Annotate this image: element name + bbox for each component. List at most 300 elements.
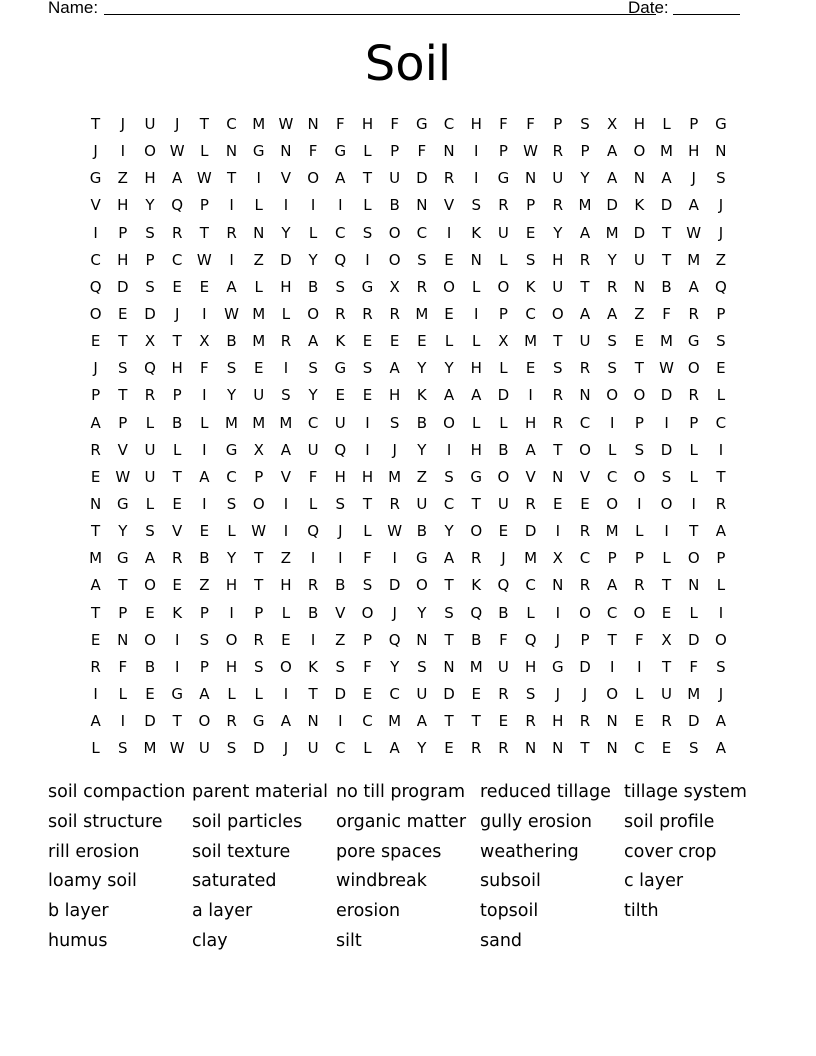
grid-letter: E	[580, 494, 590, 513]
grid-letter: Z	[715, 250, 727, 269]
word-list-item: soil compaction	[48, 782, 186, 802]
grid-letter: G	[551, 657, 564, 676]
grid-letter: T	[118, 576, 128, 595]
grid-letter: D	[144, 712, 156, 731]
grid-letter: G	[715, 115, 727, 133]
word-list-item: weathering	[480, 841, 579, 862]
grid-letter: W	[523, 142, 539, 161]
grid-letter: O	[606, 684, 619, 703]
grid-letter: J	[392, 440, 397, 459]
grid-letter: T	[118, 386, 128, 405]
grid-letter: E	[553, 494, 563, 513]
grid-letter: F	[308, 142, 318, 161]
grid-letter: T	[172, 467, 182, 486]
grid-letter: E	[498, 522, 509, 541]
grid-letter: T	[172, 332, 182, 351]
grid-letter: L	[145, 413, 155, 432]
grid-letter: W	[115, 467, 131, 486]
grid-letter: M	[89, 549, 103, 568]
grid-letter: L	[635, 684, 644, 703]
grid-letter: Z	[280, 549, 292, 568]
grid-letter: L	[200, 413, 209, 432]
grid-letter: H	[117, 250, 129, 269]
grid-letter: M	[252, 304, 266, 323]
grid-letter: T	[199, 223, 209, 242]
word-list-item: a layer	[192, 901, 253, 922]
grid-letter: L	[472, 413, 481, 432]
grid-letter: X	[144, 332, 156, 351]
grid-letter: I	[202, 494, 207, 513]
grid-letter: I	[555, 603, 560, 622]
grid-letter: L	[689, 467, 698, 486]
grid-letter: N	[416, 196, 428, 215]
grid-letter: C	[226, 115, 237, 133]
grid-letter: U	[307, 739, 319, 758]
grid-letter: A	[389, 739, 400, 758]
grid-letter: A	[144, 549, 156, 568]
grid-letter: S	[226, 359, 237, 378]
grid-letter: R	[606, 277, 618, 296]
date-blank-line	[673, 14, 740, 15]
grid-letter: L	[281, 304, 291, 323]
grid-letter: I	[283, 494, 289, 513]
grid-letter: H	[633, 115, 645, 133]
grid-letter: X	[253, 440, 264, 459]
grid-letter: F	[200, 359, 209, 378]
grid-letter: T	[716, 467, 726, 486]
grid-letter: I	[229, 603, 234, 622]
grid-letter: R	[416, 277, 428, 296]
grid-letter: I	[202, 304, 207, 323]
grid-letter: L	[254, 196, 263, 215]
grid-letter: W	[224, 304, 239, 323]
grid-letter: E	[281, 630, 291, 649]
grid-letter: K	[308, 657, 319, 676]
grid-letter: C	[606, 603, 618, 622]
grid-letter: R	[144, 386, 156, 405]
grid-letter: G	[416, 549, 428, 568]
grid-letter: C	[443, 115, 455, 133]
grid-letter: H	[280, 576, 292, 595]
grid-letter: R	[498, 196, 509, 215]
grid-letter: I	[664, 413, 669, 432]
grid-letter: A	[715, 522, 727, 541]
grid-letter: N	[552, 576, 564, 595]
grid-letter: M	[660, 332, 673, 351]
grid-letter: O	[144, 142, 156, 161]
grid-letter: A	[307, 332, 319, 351]
grid-letter: S	[716, 169, 726, 188]
grid-letter: E	[634, 332, 645, 351]
grid-letter: M	[279, 413, 293, 432]
grid-letter: G	[89, 169, 102, 188]
grid-letter: L	[254, 277, 263, 296]
grid-letter: U	[661, 684, 673, 703]
grid-letter: O	[388, 223, 401, 242]
grid-letter: L	[689, 603, 698, 622]
grid-letter: D	[687, 712, 700, 731]
grid-letter: L	[91, 739, 100, 758]
grid-letter: C	[579, 413, 591, 432]
grid-letter: H	[334, 467, 346, 486]
grid-letter: H	[470, 359, 482, 378]
word-list-item: soil texture	[192, 841, 291, 862]
grid-letter: S	[580, 115, 590, 133]
grid-letter: A	[688, 277, 699, 296]
grid-letter: I	[283, 522, 289, 541]
grid-letter: I	[446, 440, 452, 459]
grid-letter: G	[116, 549, 129, 568]
grid-letter: R	[715, 494, 727, 513]
grid-letter: E	[498, 712, 509, 731]
word-list-item: soil structure	[48, 811, 163, 832]
grid-letter: A	[199, 684, 210, 703]
grid-letter: S	[444, 467, 454, 486]
grid-letter: L	[363, 522, 372, 541]
grid-letter: Z	[335, 630, 346, 649]
grid-letter: S	[661, 467, 672, 486]
grid-letter: L	[499, 413, 508, 432]
grid-letter: X	[199, 332, 210, 351]
grid-letter: S	[525, 250, 536, 269]
grid-letter: D	[687, 630, 700, 649]
word-list-item: erosion	[336, 901, 401, 922]
grid-letter: O	[225, 630, 238, 649]
grid-letter: E	[253, 359, 264, 378]
grid-letter: N	[253, 223, 265, 242]
grid-letter: U	[633, 250, 645, 269]
grid-letter: E	[362, 684, 373, 703]
grid-letter: O	[497, 277, 510, 296]
grid-letter: G	[687, 332, 700, 351]
grid-letter: I	[202, 386, 207, 405]
grid-letter: R	[579, 250, 591, 269]
grid-letter: F	[526, 115, 535, 133]
grid-letter: P	[91, 386, 101, 405]
grid-letter: G	[252, 142, 265, 161]
grid-letter: M	[524, 549, 538, 568]
grid-letter: O	[497, 467, 510, 486]
grid-letter: X	[661, 630, 672, 649]
grid-letter: B	[144, 657, 156, 676]
grid-letter: C	[90, 250, 101, 269]
grid-letter: G	[361, 277, 374, 296]
grid-letter: L	[472, 277, 481, 296]
grid-letter: E	[634, 712, 645, 731]
grid-letter: T	[118, 332, 128, 351]
grid-letter: T	[444, 712, 454, 731]
grid-letter: J	[338, 522, 343, 541]
grid-letter: E	[525, 223, 536, 242]
grid-letter: W	[387, 522, 403, 541]
grid-letter: R	[171, 223, 183, 242]
grid-letter: E	[90, 630, 101, 649]
grid-letter: O	[89, 304, 102, 323]
grid-letter: S	[308, 359, 318, 378]
grid-letter: I	[229, 250, 234, 269]
grid-letter: M	[252, 115, 266, 133]
grid-letter: D	[334, 684, 347, 703]
grid-letter: O	[687, 549, 700, 568]
grid-letter: M	[415, 304, 429, 323]
grid-letter: T	[661, 250, 672, 269]
grid-letter: Y	[226, 386, 237, 405]
grid-letter: L	[607, 440, 617, 459]
grid-letter: K	[471, 223, 482, 242]
grid-letter: D	[117, 277, 129, 296]
word-list-item: soil particles	[192, 811, 303, 832]
grid-letter: L	[281, 603, 291, 622]
grid-letter: S	[335, 657, 346, 676]
grid-letter: E	[172, 576, 182, 595]
word-list-item: windbreak	[336, 871, 427, 892]
grid-letter: J	[718, 684, 724, 703]
grid-letter: A	[715, 739, 727, 758]
grid-letter: W	[659, 359, 674, 378]
grid-letter: N	[552, 467, 564, 486]
grid-letter: C	[525, 576, 536, 595]
grid-letter: I	[310, 196, 316, 215]
grid-letter: A	[90, 712, 101, 731]
grid-letter: D	[579, 657, 591, 676]
name-blank-line	[104, 14, 656, 15]
grid-letter: B	[335, 576, 346, 595]
grid-letter: T	[362, 494, 373, 513]
grid-letter: R	[661, 712, 672, 731]
grid-letter: R	[443, 169, 455, 188]
grid-letter: E	[389, 332, 400, 351]
grid-letter: Y	[417, 359, 427, 378]
grid-letter: U	[144, 467, 156, 486]
grid-letter: O	[633, 386, 646, 405]
grid-letter: T	[553, 440, 563, 459]
grid-letter: Q	[171, 196, 184, 215]
grid-letter: S	[607, 359, 617, 378]
grid-letter: U	[389, 169, 401, 188]
grid-letter: E	[661, 739, 672, 758]
grid-letter: L	[308, 223, 318, 242]
grid-letter: I	[609, 657, 615, 676]
word-list-item: subsoil	[480, 871, 541, 892]
grid-letter: M	[660, 142, 673, 161]
grid-letter: L	[172, 440, 182, 459]
grid-letter: V	[335, 603, 346, 622]
word-list-item: c layer	[624, 871, 684, 892]
grid-letter: B	[307, 603, 319, 622]
grid-letter: E	[90, 332, 101, 351]
grid-letter: T	[580, 277, 590, 296]
grid-letter: K	[172, 603, 183, 622]
grid-letter: B	[172, 413, 183, 432]
grid-letter: L	[662, 549, 671, 568]
grid-letter: O	[307, 304, 319, 323]
grid-letter: R	[552, 386, 563, 405]
grid-letter: Q	[715, 277, 727, 296]
grid-letter: P	[526, 196, 536, 215]
grid-letter: E	[471, 684, 481, 703]
grid-letter: Y	[308, 250, 318, 269]
grid-letter: X	[498, 332, 509, 351]
grid-letter: P	[498, 142, 508, 161]
grid-letter: M	[605, 223, 619, 242]
grid-letter: W	[169, 739, 185, 758]
grid-letter: U	[416, 494, 428, 513]
grid-letter: E	[525, 359, 536, 378]
grid-letter: R	[471, 739, 482, 758]
grid-letter: R	[226, 223, 237, 242]
grid-letter: Y	[417, 603, 427, 622]
grid-letter: I	[365, 440, 370, 459]
grid-letter: A	[389, 359, 400, 378]
grid-letter: L	[716, 576, 726, 595]
grid-letter: H	[280, 277, 292, 296]
grid-letter: R	[307, 576, 319, 595]
grid-letter: T	[254, 549, 264, 568]
grid-letter: F	[662, 304, 671, 323]
grid-letter: D	[524, 522, 537, 541]
grid-letter: S	[362, 576, 373, 595]
grid-letter: S	[553, 359, 563, 378]
grid-letter: I	[120, 142, 125, 161]
grid-letter: W	[196, 169, 212, 188]
grid-letter: O	[252, 494, 265, 513]
grid-letter: S	[607, 332, 617, 351]
grid-letter: S	[362, 223, 373, 242]
grid-letter: P	[553, 115, 563, 133]
grid-letter: S	[444, 603, 454, 622]
grid-letter: A	[715, 712, 727, 731]
grid-letter: C	[335, 223, 346, 242]
word-list-item: saturated	[192, 871, 277, 892]
grid-letter: A	[579, 304, 591, 323]
grid-letter: F	[363, 549, 372, 568]
grid-letter: E	[661, 603, 672, 622]
grid-letter: E	[199, 277, 210, 296]
grid-letter: W	[251, 522, 267, 541]
grid-letter: T	[172, 712, 182, 731]
grid-letter: Q	[144, 359, 156, 378]
grid-letter: P	[118, 223, 128, 242]
grid-letter: T	[91, 115, 101, 133]
grid-letter: I	[283, 684, 289, 703]
grid-letter: T	[634, 359, 644, 378]
grid-letter: M	[252, 413, 266, 432]
grid-letter: Y	[580, 169, 590, 188]
grid-letter: O	[633, 142, 646, 161]
grid-letter: Q	[470, 603, 483, 622]
grid-letter: O	[307, 169, 319, 188]
grid-letter: O	[443, 413, 455, 432]
grid-letter: C	[307, 413, 319, 432]
grid-letter: C	[606, 467, 618, 486]
grid-letter: A	[280, 712, 292, 731]
grid-letter: N	[307, 115, 319, 133]
grid-letter: J	[582, 684, 588, 703]
grid-letter: L	[227, 522, 236, 541]
grid-letter: Y	[553, 223, 563, 242]
grid-letter: N	[280, 142, 292, 161]
word-list	[48, 778, 768, 957]
grid-letter: P	[254, 467, 264, 486]
grid-letter: F	[363, 657, 372, 676]
grid-letter: H	[117, 196, 129, 215]
grid-letter: Z	[416, 467, 427, 486]
grid-letter: G	[116, 494, 129, 513]
grid-letter: C	[525, 304, 536, 323]
grid-letter: D	[497, 386, 510, 405]
grid-letter: E	[716, 359, 726, 378]
grid-letter: Z	[253, 250, 264, 269]
grid-letter: J	[283, 739, 289, 758]
grid-letter: T	[471, 712, 481, 731]
grid-letter: H	[361, 467, 374, 486]
grid-letter: R	[362, 304, 373, 323]
grid-letter: Y	[390, 657, 400, 676]
grid-letter: N	[524, 739, 537, 758]
grid-letter: I	[256, 169, 261, 188]
grid-letter: M	[469, 657, 483, 676]
grid-letter: P	[580, 630, 590, 649]
grid-letter: L	[526, 603, 535, 622]
grid-letter: W	[196, 250, 212, 269]
grid-letter: T	[91, 522, 101, 541]
grid-letter: Y	[417, 440, 427, 459]
grid-letter: I	[664, 522, 669, 541]
grid-letter: D	[388, 576, 401, 595]
grid-letter: E	[417, 332, 427, 351]
grid-letter: G	[252, 712, 265, 731]
grid-letter: S	[716, 332, 726, 351]
grid-letter: J	[718, 223, 724, 242]
grid-letter: N	[552, 739, 564, 758]
grid-letter: I	[283, 196, 289, 215]
grid-letter: T	[471, 494, 481, 513]
grid-letter: O	[415, 576, 428, 595]
grid-letter: C	[634, 739, 645, 758]
grid-letter: U	[552, 277, 564, 296]
grid-letter: W	[686, 223, 702, 242]
grid-letter: I	[718, 603, 724, 622]
grid-letter: B	[498, 603, 509, 622]
grid-letter: R	[471, 549, 482, 568]
grid-letter: A	[607, 304, 618, 323]
grid-letter: O	[443, 277, 455, 296]
grid-letter: R	[171, 549, 183, 568]
grid-letter: L	[227, 684, 236, 703]
grid-letter: I	[174, 657, 180, 676]
grid-letter: J	[120, 115, 125, 133]
grid-letter: A	[335, 169, 346, 188]
grid-letter: Z	[199, 576, 210, 595]
grid-letter: Q	[524, 630, 537, 649]
grid-letter: I	[718, 440, 724, 459]
grid-letter: Y	[444, 359, 454, 378]
grid-letter: H	[389, 386, 401, 405]
grid-letter: F	[689, 657, 699, 676]
grid-letter: A	[607, 142, 618, 161]
grid-letter: L	[499, 250, 508, 269]
grid-letter: M	[252, 332, 266, 351]
grid-letter: E	[118, 304, 128, 323]
grid-letter: M	[524, 332, 538, 351]
grid-letter: L	[200, 142, 209, 161]
grid-letter: U	[144, 115, 156, 133]
word-list-item: parent material	[192, 782, 328, 802]
grid-letter: O	[388, 250, 401, 269]
grid-letter: L	[145, 494, 155, 513]
grid-letter: M	[225, 413, 238, 432]
grid-letter: V	[579, 467, 591, 486]
